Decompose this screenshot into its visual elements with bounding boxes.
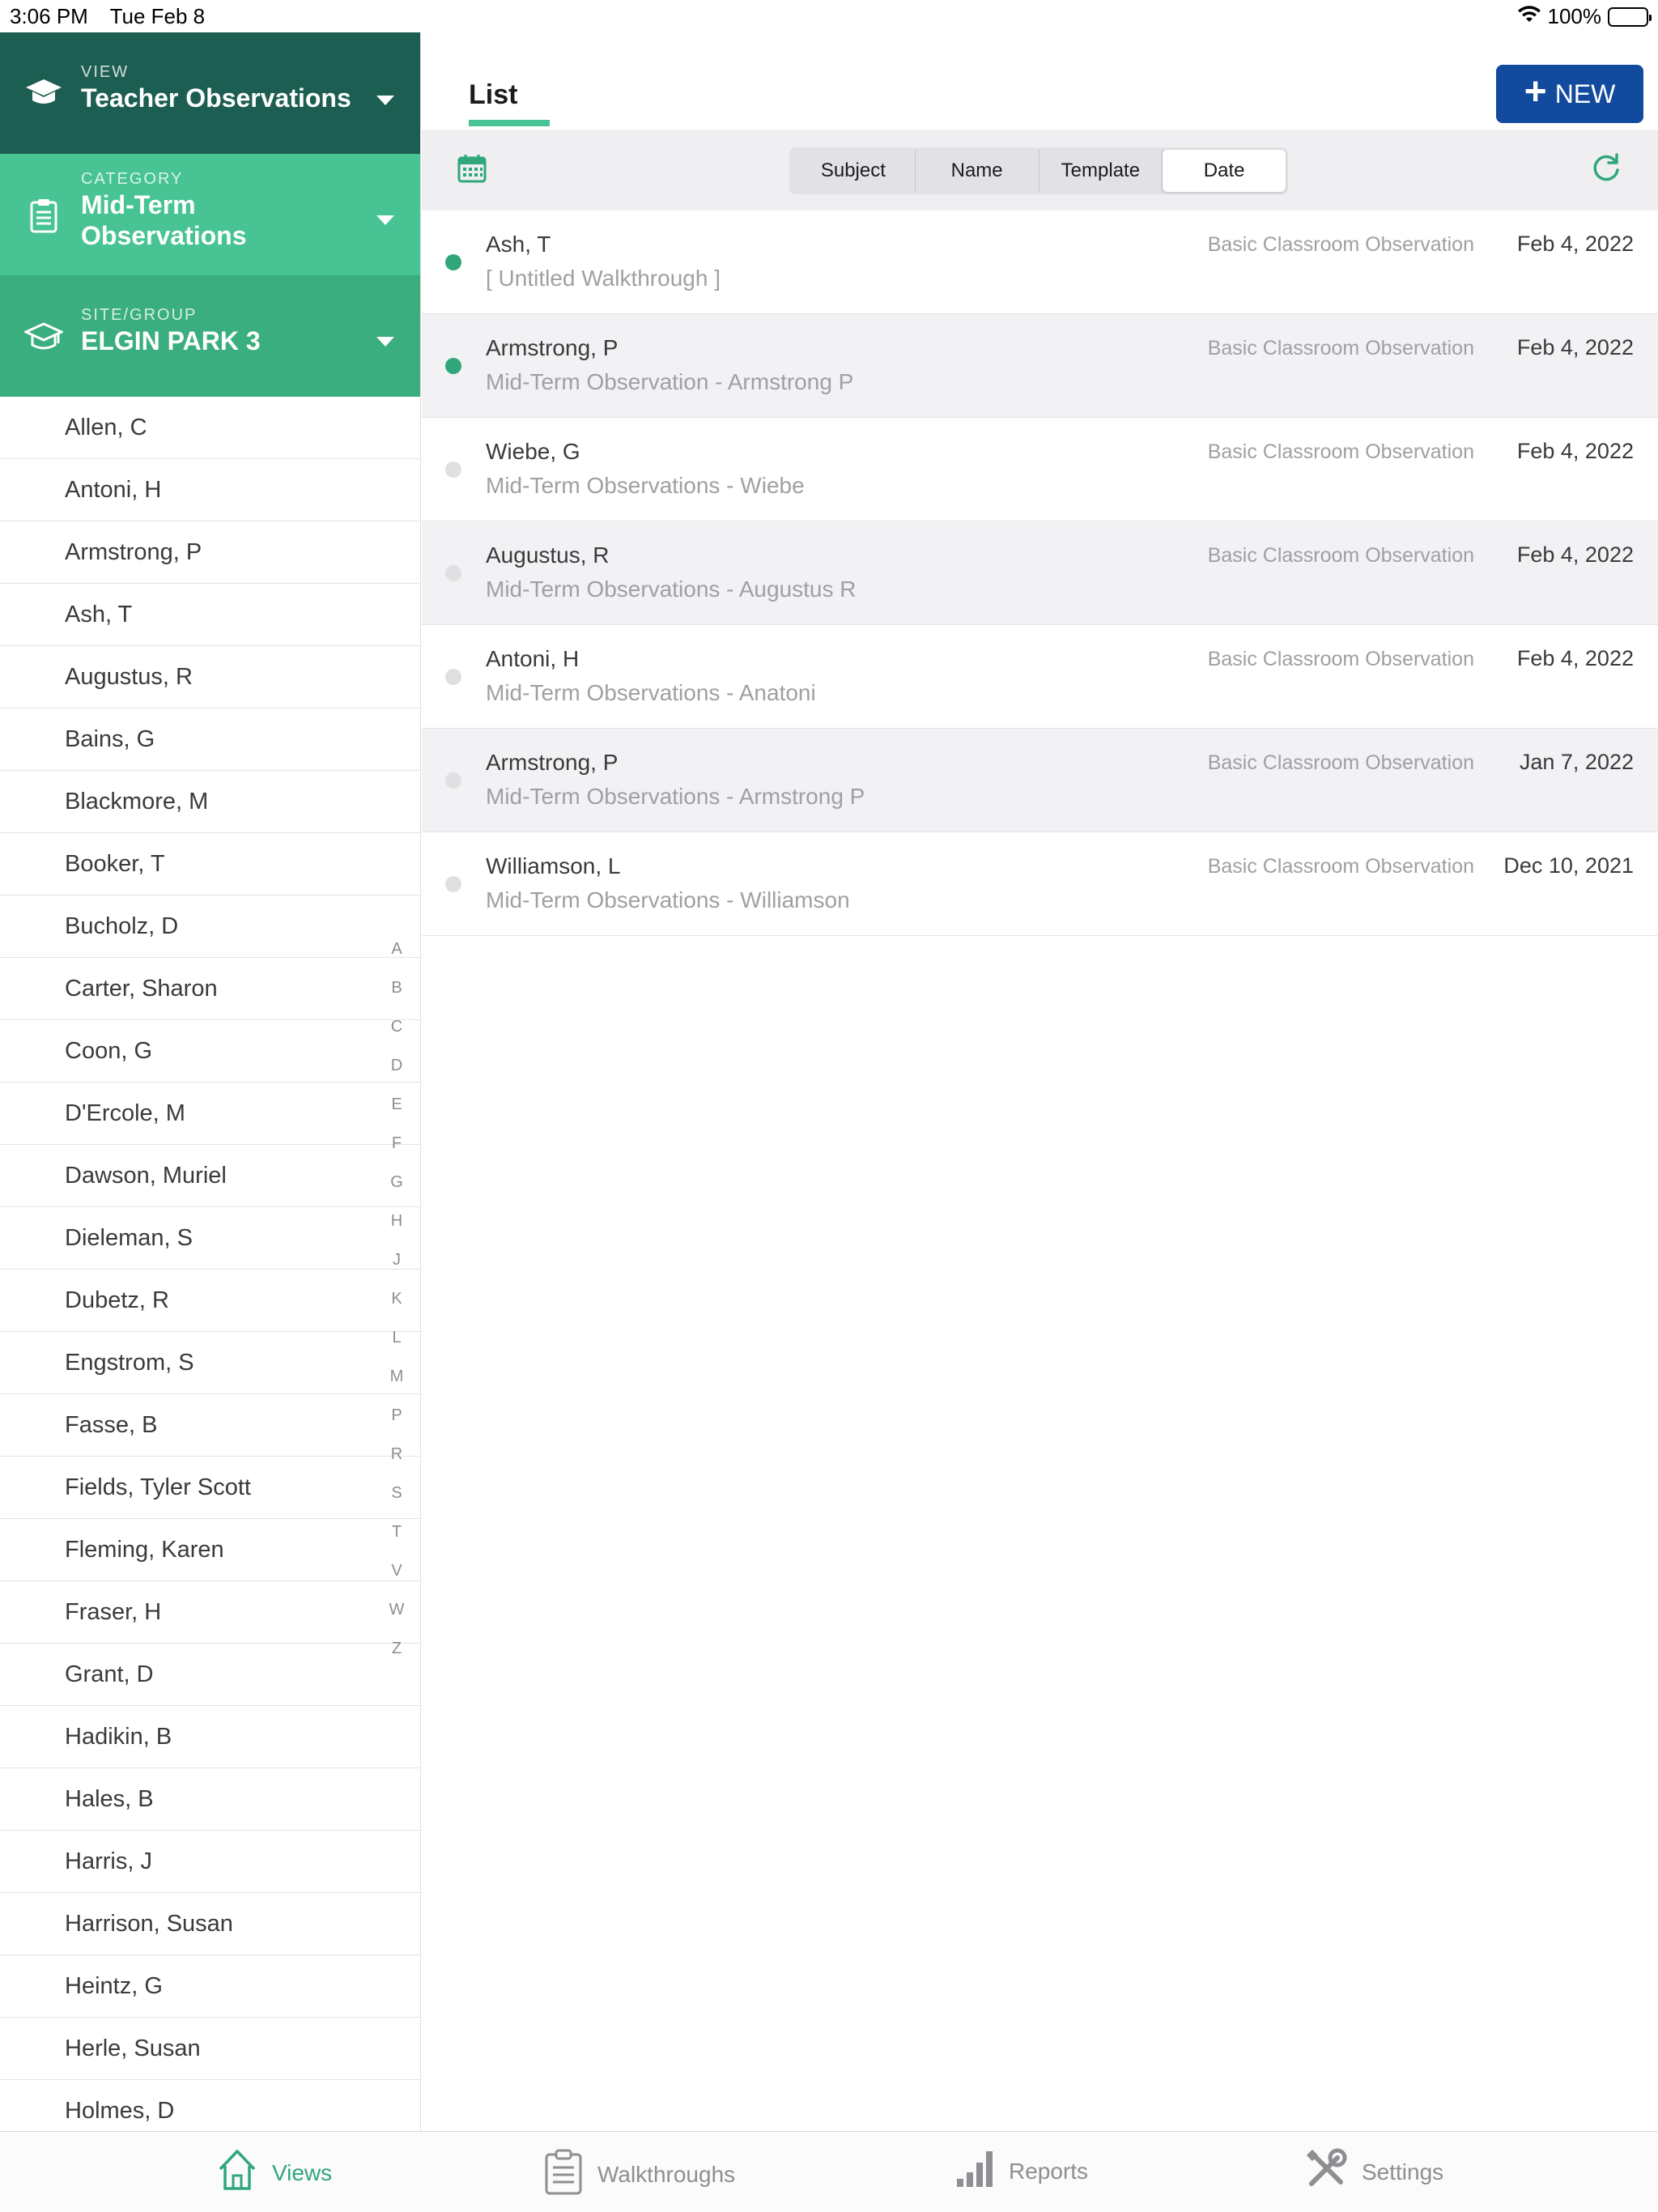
observation-template: Basic Classroom Observation xyxy=(1207,751,1474,774)
teacher-list-item[interactable]: Allen, C xyxy=(0,397,421,459)
observation-date: Dec 10, 2021 xyxy=(1503,853,1634,878)
chevron-down-icon xyxy=(376,96,394,105)
observation-subject: Antoni, H xyxy=(486,646,580,671)
chevron-down-icon xyxy=(376,337,394,347)
tab-list-indicator xyxy=(469,120,550,126)
view-value: Teacher Observations xyxy=(81,83,351,113)
tab-settings-label: Settings xyxy=(1362,2159,1444,2184)
teacher-list-item[interactable]: Engstrom, S xyxy=(0,1332,421,1394)
observation-row[interactable] xyxy=(422,625,1658,729)
tab-list[interactable]: List xyxy=(469,79,518,110)
observation-template: Basic Classroom Observation xyxy=(1207,855,1474,878)
clipboard-icon xyxy=(544,2148,583,2201)
sort-segment-date[interactable]: Date xyxy=(1163,150,1286,192)
category-selector[interactable] xyxy=(0,154,420,275)
observation-date: Feb 4, 2022 xyxy=(1516,232,1634,256)
observation-template: Basic Classroom Observation xyxy=(1207,233,1474,256)
teacher-list-item[interactable]: Antoni, H xyxy=(0,459,421,521)
teacher-list-item[interactable]: Bains, G xyxy=(0,708,421,771)
tab-reports-label: Reports xyxy=(1009,2158,1089,2184)
teacher-list-item[interactable]: Dawson, Muriel xyxy=(0,1145,421,1207)
observation-subject: Armstrong, P xyxy=(486,335,619,360)
new-button-label: NEW xyxy=(1554,79,1616,108)
observation-row[interactable] xyxy=(422,729,1658,832)
observation-name: Mid-Term Observations - Williamson xyxy=(486,887,850,912)
sort-toolbar xyxy=(422,130,1658,211)
teacher-list-item[interactable]: Grant, D xyxy=(0,1644,421,1706)
alphabet-index-letter[interactable]: K xyxy=(391,1290,402,1308)
chevron-down-icon xyxy=(376,215,394,225)
alphabet-index-letter[interactable]: F xyxy=(391,1134,402,1152)
battery-percent: 100% xyxy=(1547,4,1601,28)
teacher-list-item[interactable]: Fraser, H xyxy=(0,1581,421,1644)
status-bar xyxy=(0,0,1658,32)
alphabet-index-letter[interactable]: C xyxy=(390,1018,403,1036)
home-icon xyxy=(217,2148,257,2197)
teacher-list-item[interactable]: Augustus, R xyxy=(0,646,421,708)
teacher-list-item[interactable]: Fields, Tyler Scott xyxy=(0,1457,421,1519)
observation-subject: Wiebe, G xyxy=(486,439,580,464)
tab-reports[interactable] xyxy=(955,2148,1088,2194)
category-caption: CATEGORY xyxy=(81,170,184,188)
status-dot xyxy=(445,462,461,478)
teacher-list-item[interactable]: Armstrong, P xyxy=(0,521,421,584)
status-dot xyxy=(445,358,461,374)
observation-name: Mid-Term Observations - Armstrong P xyxy=(486,784,865,809)
status-dot xyxy=(445,876,461,892)
alphabet-index-letter[interactable]: Z xyxy=(391,1640,402,1657)
status-dot xyxy=(445,772,461,789)
alphabet-index-letter[interactable]: H xyxy=(390,1212,403,1230)
teacher-list-item[interactable]: Booker, T xyxy=(0,833,421,895)
status-date: Tue Feb 8 xyxy=(109,4,206,28)
clipboard-icon xyxy=(24,196,63,235)
teacher-list-item[interactable]: Bucholz, D xyxy=(0,895,421,958)
teacher-list-item[interactable]: Dieleman, S xyxy=(0,1207,421,1270)
observation-template: Basic Classroom Observation xyxy=(1207,440,1474,463)
teacher-list-item[interactable]: Fleming, Karen xyxy=(0,1519,421,1581)
alphabet-index-letter[interactable]: A xyxy=(391,940,402,958)
status-time: 3:06 PM xyxy=(10,4,88,28)
new-button[interactable] xyxy=(1496,65,1643,123)
status-dot xyxy=(445,254,461,270)
observation-name: Mid-Term Observations - Wiebe xyxy=(486,473,805,498)
tab-bar xyxy=(0,2131,1658,2212)
observation-row[interactable] xyxy=(422,521,1658,625)
teacher-list-item[interactable]: Dubetz, R xyxy=(0,1270,421,1332)
tab-views-label: Views xyxy=(272,2159,333,2185)
alphabet-index-letter[interactable]: B xyxy=(391,979,402,997)
battery-icon xyxy=(1608,7,1648,27)
sort-segment-name[interactable]: Name xyxy=(916,150,1039,192)
observation-subject: Augustus, R xyxy=(486,542,610,568)
teacher-list-item[interactable]: Coon, G xyxy=(0,1020,421,1083)
view-caption: VIEW xyxy=(81,63,130,81)
tab-walkthroughs[interactable] xyxy=(544,2148,735,2201)
calendar-icon[interactable] xyxy=(457,154,487,187)
tab-views[interactable] xyxy=(217,2148,332,2197)
observation-date: Feb 4, 2022 xyxy=(1516,646,1634,670)
observation-name: [ Untitled Walkthrough ] xyxy=(486,266,721,291)
teacher-list-item[interactable]: Blackmore, M xyxy=(0,771,421,833)
observation-row[interactable] xyxy=(422,211,1658,314)
sidebar xyxy=(0,32,421,2131)
tools-icon xyxy=(1305,2148,1347,2196)
site-caption: SITE/GROUP xyxy=(81,306,198,324)
teacher-list-item[interactable]: D'Ercole, M xyxy=(0,1083,421,1145)
alphabet-index-letter[interactable]: V xyxy=(391,1562,402,1580)
sort-segment-subject[interactable]: Subject xyxy=(792,150,916,192)
observation-row[interactable] xyxy=(422,832,1658,936)
wifi-icon xyxy=(1517,4,1541,29)
view-selector[interactable] xyxy=(0,32,420,154)
teacher-list-item[interactable]: Holmes, D xyxy=(0,2080,421,2131)
refresh-icon[interactable] xyxy=(1590,152,1622,189)
observation-date: Feb 4, 2022 xyxy=(1516,335,1634,359)
graduation-cap-icon xyxy=(24,73,63,112)
site-value: ELGIN PARK 3 xyxy=(81,326,261,355)
observation-date: Feb 4, 2022 xyxy=(1516,542,1634,567)
status-dot xyxy=(445,565,461,581)
alphabet-index-letter[interactable]: G xyxy=(390,1173,403,1191)
teacher-list xyxy=(0,397,421,2131)
alphabet-index-letter[interactable]: W xyxy=(389,1601,405,1619)
teacher-list-item[interactable]: Carter, Sharon xyxy=(0,958,421,1020)
tab-settings[interactable] xyxy=(1305,2148,1443,2196)
alphabet-index-letter[interactable]: S xyxy=(391,1484,402,1502)
alphabet-index-letter[interactable]: R xyxy=(390,1445,403,1463)
teacher-list-item[interactable]: Harris, J xyxy=(0,1831,421,1893)
observation-date: Jan 7, 2022 xyxy=(1519,750,1634,774)
alphabet-index-letter[interactable]: D xyxy=(390,1057,403,1074)
observation-row[interactable] xyxy=(422,314,1658,418)
alphabet-index-letter[interactable]: M xyxy=(389,1368,404,1385)
observation-list xyxy=(422,211,1658,936)
bar-chart-icon xyxy=(955,2148,994,2194)
status-dot xyxy=(445,669,461,685)
category-value: Mid-Term Observations xyxy=(81,190,247,250)
school-icon xyxy=(24,317,63,356)
observation-template: Basic Classroom Observation xyxy=(1207,544,1474,567)
observation-row[interactable] xyxy=(422,418,1658,521)
observation-name: Mid-Term Observations - Anatoni xyxy=(486,680,816,705)
sort-segment-template[interactable]: Template xyxy=(1039,150,1163,192)
teacher-list-item[interactable]: Hadikin, B xyxy=(0,1706,421,1768)
sort-segmented-control xyxy=(789,147,1288,194)
alphabet-index[interactable] xyxy=(385,941,408,1679)
alphabet-index-letter[interactable]: J xyxy=(393,1251,401,1269)
teacher-list-item[interactable]: Hales, B xyxy=(0,1768,421,1831)
alphabet-index-letter[interactable]: P xyxy=(391,1406,402,1424)
teacher-list-item[interactable]: Harrison, Susan xyxy=(0,1893,421,1955)
observation-subject: Williamson, L xyxy=(486,853,621,878)
teacher-list-item[interactable]: Fasse, B xyxy=(0,1394,421,1457)
alphabet-index-letter[interactable]: T xyxy=(391,1523,402,1541)
observation-name: Mid-Term Observations - Augustus R xyxy=(486,576,857,602)
observation-template: Basic Classroom Observation xyxy=(1207,337,1474,359)
teacher-list-item[interactable]: Herle, Susan xyxy=(0,2018,421,2080)
teacher-list-item[interactable]: Heintz, G xyxy=(0,1955,421,2018)
alphabet-index-letter[interactable]: E xyxy=(391,1095,402,1113)
tab-walkthroughs-label: Walkthroughs xyxy=(597,2161,736,2187)
alphabet-index-letter[interactable]: L xyxy=(392,1329,402,1346)
observation-date: Feb 4, 2022 xyxy=(1516,439,1634,463)
observation-name: Mid-Term Observation - Armstrong P xyxy=(486,369,854,394)
plus-icon: + xyxy=(1524,70,1547,113)
teacher-list-item[interactable]: Ash, T xyxy=(0,584,421,646)
main-panel xyxy=(422,32,1658,2131)
main-header xyxy=(422,32,1658,130)
site-selector[interactable] xyxy=(0,275,420,397)
observation-subject: Armstrong, P xyxy=(486,750,619,775)
observation-subject: Ash, T xyxy=(486,232,551,257)
observation-template: Basic Classroom Observation xyxy=(1207,648,1474,670)
